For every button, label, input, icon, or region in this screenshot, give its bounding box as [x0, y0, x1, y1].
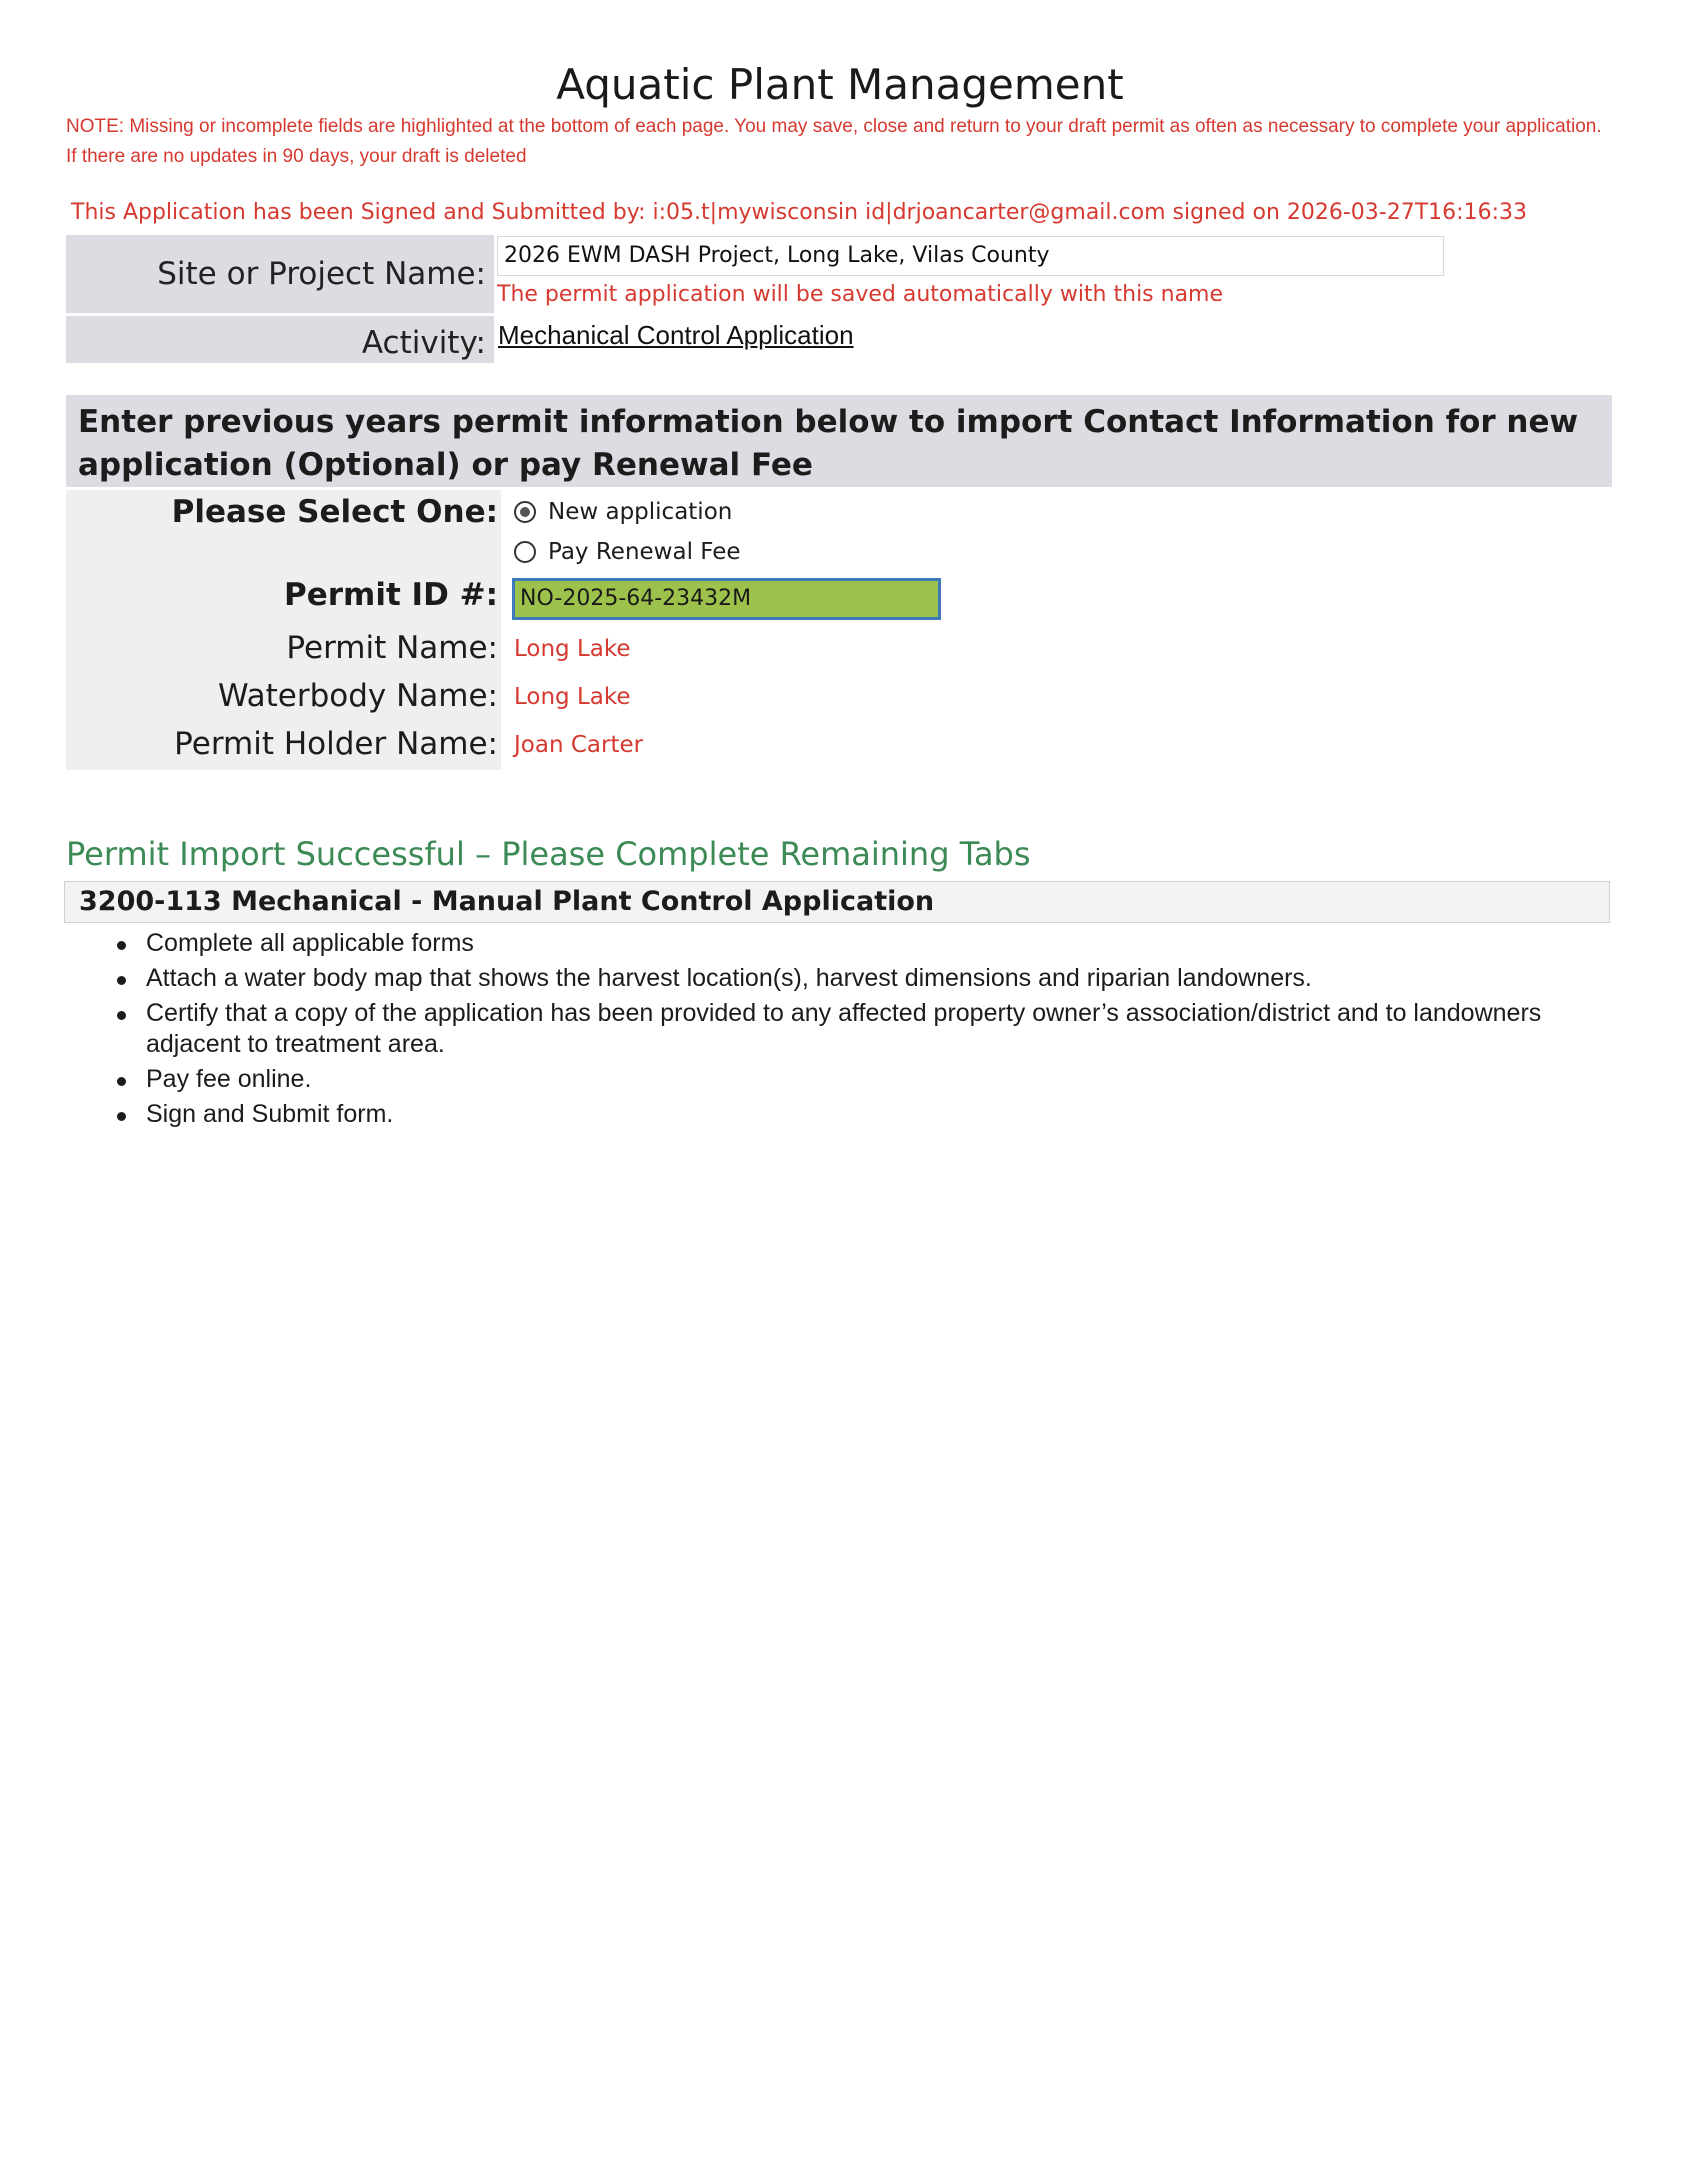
permit-holder-name-label: Permit Holder Name:	[174, 726, 498, 762]
import-success-message: Permit Import Successful – Please Complete Remaining Tabs	[66, 835, 1031, 873]
page-title: Aquatic Plant Management	[556, 60, 1124, 109]
signed-status-text: This Application has been Signed and Submitted by: i:05.t|mywisconsin id|drjoancarter@gmail.com signed on 2026-03-27T16:16:33	[71, 200, 1527, 225]
radio-checked-icon[interactable]	[514, 501, 536, 523]
application-heading: 3200-113 Mechanical - Manual Plant Control Application	[64, 881, 1610, 923]
permit-id-input[interactable]: NO-2025-64-23432M	[512, 578, 941, 620]
list-item: Complete all applicable forms	[110, 928, 1590, 959]
previous-permit-heading: Enter previous years permit information below to import Contact Information for new application (Optional) or pay Renewal Fee	[66, 395, 1612, 487]
radio-option-label: New application	[548, 499, 733, 525]
permit-id-label: Permit ID #:	[283, 577, 498, 613]
list-item: Sign and Submit form.	[110, 1099, 1590, 1130]
permit-holder-name-value: Joan Carter	[514, 732, 644, 758]
site-name-label: Site or Project Name:	[66, 235, 494, 313]
radio-option-pay-renewal-fee[interactable]	[514, 539, 741, 565]
site-name-hint: The permit application will be saved automatically with this name	[497, 282, 1224, 307]
select-one-label: Please Select One:	[171, 494, 498, 530]
waterbody-name-value: Long Lake	[514, 684, 631, 710]
permit-name-value: Long Lake	[514, 636, 631, 662]
site-name-field[interactable]: 2026 EWM DASH Project, Long Lake, Vilas County	[497, 236, 1444, 276]
activity-label: Activity:	[66, 316, 494, 363]
radio-option-new-application[interactable]	[514, 499, 732, 525]
permit-name-label: Permit Name:	[286, 630, 498, 666]
radio-option-label: Pay Renewal Fee	[548, 539, 741, 565]
application-steps-list	[110, 928, 1590, 1134]
list-item: Attach a water body map that shows the harvest location(s), harvest dimensions and riparian landowners.	[110, 963, 1590, 994]
list-item: Pay fee online.	[110, 1064, 1590, 1095]
draft-note: NOTE: Missing or incomplete fields are highlighted at the bottom of each page. You may save, close and return to your draft permit as often as necessary to complete your application. If there are no updates in 90 days, your draft is deleted	[66, 116, 1602, 167]
activity-link[interactable]: Mechanical Control Application	[498, 320, 854, 350]
waterbody-name-label: Waterbody Name:	[217, 678, 498, 714]
radio-unchecked-icon[interactable]	[514, 541, 536, 563]
list-item: Certify that a copy of the application has been provided to any affected property owner’s association/district and to landowners adjacent to treatment area.	[110, 998, 1590, 1060]
